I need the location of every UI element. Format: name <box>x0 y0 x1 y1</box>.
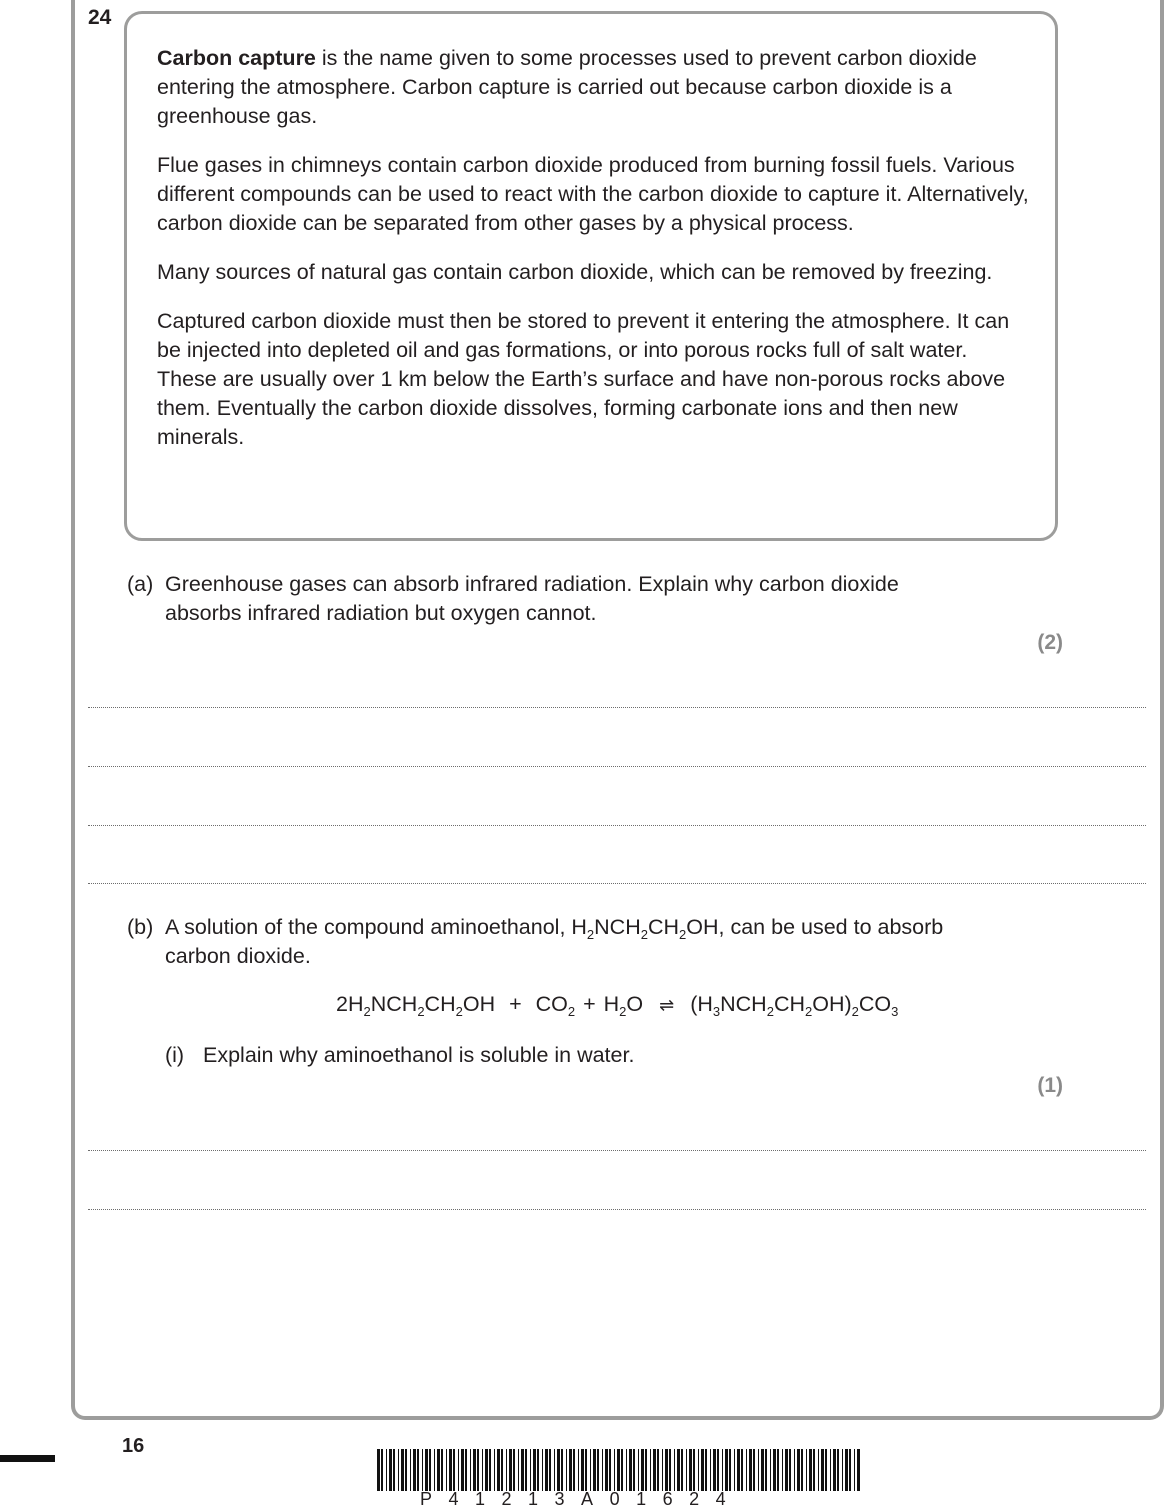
barcode-bar <box>449 1449 452 1491</box>
formula-part: OH) <box>812 992 852 1016</box>
info-paragraph-3: Many sources of natural gas contain carbon dioxide, which can be removed by freezing. <box>157 260 993 284</box>
barcode-bar <box>389 1449 392 1491</box>
barcode-bar <box>425 1449 428 1491</box>
barcode-bar <box>717 1449 719 1491</box>
equation-reactant-water <box>603 992 644 1019</box>
formula-part: OH <box>686 915 719 939</box>
formula-subscript: 2 <box>363 1004 371 1019</box>
barcode-bar <box>417 1449 419 1491</box>
barcode-bar <box>542 1449 543 1491</box>
barcode-bar <box>797 1449 800 1491</box>
equation-reactant-co2 <box>535 992 576 1019</box>
info-paragraph-1-text: is the name given to some processes used to prevent carbon dioxide entering the atmosphere. Carbon capture is carried out because carbon dioxide is a greenhouse gas. <box>157 46 977 128</box>
barcode-bar <box>386 1449 387 1491</box>
barcode-bar <box>741 1449 743 1491</box>
formula-subscript: 2 <box>586 927 595 942</box>
question-number: 24 <box>88 6 112 29</box>
barcode-bar <box>825 1449 827 1491</box>
formula-subscript: 3 <box>712 1004 721 1019</box>
barcode-bar <box>393 1449 395 1491</box>
formula-subscript: 2 <box>679 927 687 942</box>
barcode-bar <box>405 1449 407 1491</box>
edge-marker <box>0 1455 55 1462</box>
barcode-bar <box>746 1449 747 1491</box>
barcode-bar <box>638 1449 639 1491</box>
equation-product <box>690 992 899 1019</box>
barcode-bar <box>633 1449 635 1491</box>
formula-part: NCH <box>594 915 641 939</box>
barcode-bar <box>602 1449 603 1491</box>
barcode-bar <box>681 1449 683 1491</box>
formula-part: H <box>571 915 587 939</box>
barcode-bar <box>789 1449 791 1491</box>
barcode-bar <box>773 1449 776 1491</box>
barcode-bar <box>650 1449 651 1491</box>
equilibrium-arrow-icon: ⇌ <box>659 995 675 1015</box>
info-paragraph-4: Captured carbon dioxide must then be stored to prevent it entering the atmosphere. It can be injected into depleted oil and gas formations, or into porous rocks full of salt water. These are usually over 1 km below the Earth’s surface and have non-porous rocks above them. Eventually the carbon dioxide dissolves, forming carbonate ions and then new minerals. <box>157 309 1010 449</box>
part-b-text-after: , can be used to absorb <box>718 915 944 939</box>
formula-part: (H <box>690 992 713 1016</box>
barcode-bar <box>549 1449 551 1491</box>
barcode-bar <box>794 1449 795 1491</box>
barcode-bar <box>497 1449 500 1491</box>
barcode-bar <box>489 1449 491 1491</box>
barcode-bar <box>653 1449 656 1491</box>
barcode-bar <box>641 1449 644 1491</box>
barcode-bar <box>785 1449 788 1491</box>
aminoethanol-formula <box>571 915 719 942</box>
barcode-bar <box>665 1449 668 1491</box>
barcode-bar <box>629 1449 632 1491</box>
barcode-bar <box>729 1449 731 1491</box>
answer-line[interactable] <box>88 883 1146 884</box>
barcode-bar <box>842 1449 843 1491</box>
barcode-bar <box>573 1449 575 1491</box>
barcode-bar <box>429 1449 431 1491</box>
barcode-bar <box>734 1449 735 1491</box>
formula-part: NCH <box>370 992 418 1016</box>
barcode-bar <box>701 1449 704 1491</box>
barcode-bar <box>518 1449 519 1491</box>
part-a-label: (a) <box>127 572 154 596</box>
barcode-bar <box>605 1449 608 1491</box>
barcode-bar <box>458 1449 459 1491</box>
barcode-bar <box>533 1449 536 1491</box>
barcode-bar <box>482 1449 483 1491</box>
barcode-bar <box>710 1449 711 1491</box>
barcode-bar <box>470 1449 471 1491</box>
answer-line[interactable] <box>88 1150 1146 1151</box>
barcode-bar <box>818 1449 819 1491</box>
barcode-bar <box>777 1449 779 1491</box>
answer-line[interactable] <box>88 1209 1146 1210</box>
barcode-bar <box>381 1449 383 1491</box>
barcode-bar <box>530 1449 531 1491</box>
formula-subscript: 2 <box>417 1004 425 1019</box>
barcode-bar <box>849 1449 851 1491</box>
barcode-bar <box>585 1449 587 1491</box>
barcode-bar <box>698 1449 699 1491</box>
barcode-bar <box>693 1449 695 1491</box>
barcode-bar <box>657 1449 659 1491</box>
formula-part: 2H <box>336 992 364 1016</box>
part-b-i-label: (i) <box>165 1043 185 1067</box>
formula-part: CH <box>647 915 680 939</box>
plus-sign: + <box>509 992 522 1016</box>
barcode-bar <box>545 1449 548 1491</box>
formula-subscript: 2 <box>805 1004 813 1019</box>
barcode-bar <box>473 1449 476 1491</box>
barcode-bar <box>669 1449 671 1491</box>
barcode-bar <box>689 1449 692 1491</box>
barcode-bar <box>453 1449 455 1491</box>
plus-sign: + <box>583 992 596 1016</box>
barcode-bar <box>617 1449 620 1491</box>
barcode-bar <box>609 1449 611 1491</box>
equation-reactant-aminoethanol <box>336 992 496 1019</box>
formula-subscript: 2 <box>851 1004 859 1019</box>
barcode-bar <box>561 1449 563 1491</box>
barcode-icon <box>377 1449 861 1491</box>
barcode-bar <box>554 1449 555 1491</box>
formula-part: CH <box>773 992 806 1016</box>
barcode-bar <box>854 1449 855 1491</box>
formula-part: CO <box>858 992 892 1016</box>
barcode-bar <box>782 1449 783 1491</box>
formula-subscript: 3 <box>891 1004 899 1019</box>
page-number: 16 <box>122 1435 145 1457</box>
barcode-bar <box>557 1449 560 1491</box>
part-b-i-marks: (1) <box>1037 1074 1063 1097</box>
barcode-bar <box>645 1449 647 1491</box>
info-paragraph-2: Flue gases in chimneys contain carbon dioxide produced from burning fossil fuels. Various different compounds can be used to react with the carbon dioxide to capture it. Alternatively, carbon dioxide can be separated from other gases by a physical process. <box>157 153 1029 235</box>
barcode-bar <box>590 1449 591 1491</box>
barcode-bar <box>761 1449 764 1491</box>
barcode-bar <box>662 1449 663 1491</box>
barcode-bar <box>566 1449 567 1491</box>
barcode-bar <box>401 1449 404 1491</box>
barcode-bar <box>509 1449 512 1491</box>
part-b-label: (b) <box>127 915 154 939</box>
part-b-line-2: carbon dioxide. <box>165 944 311 968</box>
barcode-bar <box>765 1449 767 1491</box>
part-b-question <box>165 913 1035 971</box>
formula-subscript: 2 <box>766 1004 774 1019</box>
barcode-bar <box>501 1449 503 1491</box>
formula-part: NCH <box>720 992 767 1016</box>
barcode-bar <box>477 1449 479 1491</box>
barcode-bar <box>494 1449 495 1491</box>
info-bold-term: Carbon capture <box>157 46 316 70</box>
formula-subscript: 2 <box>640 927 648 942</box>
formula-part: O <box>626 992 644 1016</box>
barcode-bar <box>626 1449 627 1491</box>
formula-subscript: 2 <box>455 1004 463 1019</box>
barcode-bar <box>806 1449 807 1491</box>
barcode-bar <box>753 1449 755 1491</box>
formula-part: OH <box>462 992 496 1016</box>
barcode-bar <box>677 1449 680 1491</box>
barcode-bar <box>446 1449 447 1491</box>
info-box <box>124 11 1058 541</box>
part-a-question <box>165 570 1025 628</box>
formula-subscript: 2 <box>619 1004 627 1019</box>
barcode-bar <box>770 1449 771 1491</box>
barcode-bar <box>722 1449 723 1491</box>
barcode-bar <box>801 1449 803 1491</box>
answer-line[interactable] <box>88 825 1146 826</box>
barcode-bar <box>413 1449 416 1491</box>
barcode-bar <box>845 1449 848 1491</box>
barcode-bar <box>821 1449 824 1491</box>
barcode-bar <box>506 1449 507 1491</box>
barcode-bar <box>809 1449 812 1491</box>
barcode-bar <box>749 1449 752 1491</box>
barcode-bar <box>737 1449 740 1491</box>
part-a-line-2: absorbs infrared radiation but oxygen cannot. <box>165 601 597 625</box>
barcode-bar <box>521 1449 524 1491</box>
formula-subscript: 2 <box>567 1004 576 1019</box>
barcode-bar <box>813 1449 815 1491</box>
barcode-bar <box>485 1449 488 1491</box>
barcode-bar <box>422 1449 423 1491</box>
barcode-bar <box>398 1449 399 1491</box>
part-b-line-1 <box>165 913 1035 942</box>
barcode-bar <box>525 1449 527 1491</box>
barcode-bar <box>581 1449 584 1491</box>
barcode-bar <box>461 1449 464 1491</box>
barcode-bar <box>830 1449 831 1491</box>
barcode-bar <box>437 1449 440 1491</box>
barcode-bar <box>434 1449 435 1491</box>
barcode-bar <box>725 1449 728 1491</box>
formula-part: H <box>603 992 620 1016</box>
part-b-i-question: Explain why aminoethanol is soluble in water. <box>203 1043 635 1067</box>
barcode-bar <box>686 1449 687 1491</box>
barcode-bar <box>513 1449 515 1491</box>
barcode-bar <box>441 1449 443 1491</box>
barcode-bar <box>377 1449 380 1491</box>
part-b-text-before: A solution of the compound aminoethanol, <box>165 915 572 939</box>
barcode-bar <box>674 1449 675 1491</box>
barcode-bar <box>569 1449 572 1491</box>
barcode-bar <box>578 1449 579 1491</box>
barcode-bar <box>621 1449 623 1491</box>
barcode-bar <box>713 1449 716 1491</box>
barcode-bar <box>614 1449 615 1491</box>
answer-line[interactable] <box>88 707 1146 708</box>
chemical-equation <box>336 992 898 1017</box>
answer-line[interactable] <box>88 766 1146 767</box>
barcode-bar <box>465 1449 467 1491</box>
barcode-bar <box>593 1449 596 1491</box>
info-paragraph-1 <box>157 44 1029 131</box>
formula-part: CO <box>535 992 568 1016</box>
barcode-bar <box>837 1449 839 1491</box>
barcode-bar <box>410 1449 411 1491</box>
barcode-bar <box>758 1449 759 1491</box>
barcode-text: P41213A01624 <box>420 1489 743 1509</box>
barcode-bar <box>597 1449 599 1491</box>
part-a-line-1: Greenhouse gases can absorb infrared radiation. Explain why carbon dioxide <box>165 572 899 596</box>
barcode-bar <box>857 1449 860 1491</box>
barcode-bar <box>537 1449 539 1491</box>
part-a-marks: (2) <box>1037 631 1063 654</box>
barcode-bar <box>833 1449 836 1491</box>
barcode-bar <box>705 1449 707 1491</box>
formula-part: CH <box>424 992 456 1016</box>
